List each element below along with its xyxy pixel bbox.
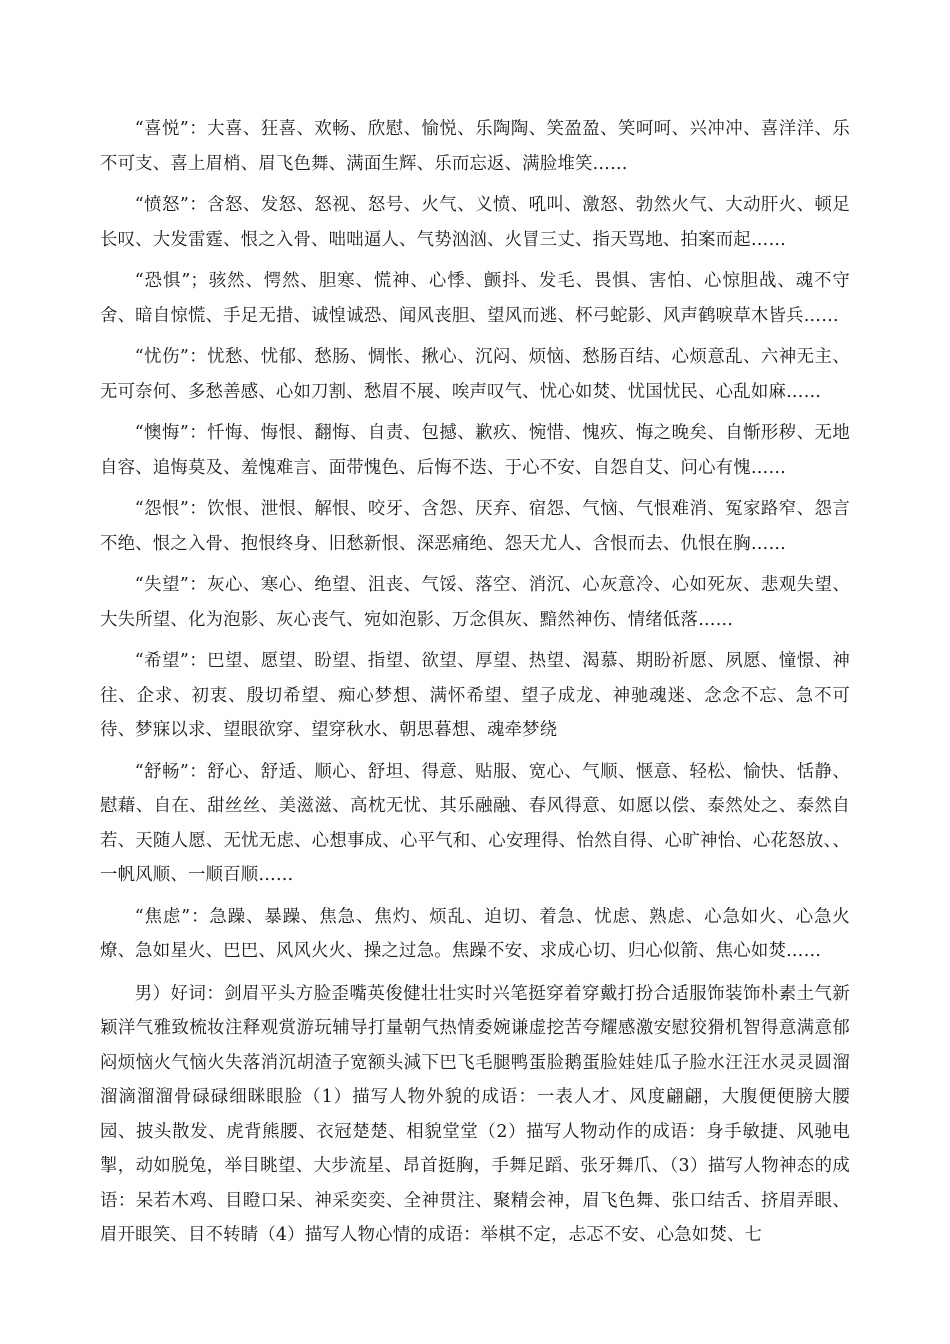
words-hope: ：巴望、愿望、盼望、指望、欲望、厚望、热望、渴慕、期盼祈愿、夙愿、憧憬、神往、企求、初衷、殷切希望、痴心梦想、满怀希望、望子成龙、神驰魂迷、念念不忘、急不可待、梦寐以求、望眼欲穿、望穿秋水、朝思暮想、魂牵梦绕 xyxy=(100,651,850,740)
term-anxiety: “焦虑” xyxy=(134,906,191,927)
term-hope: “希望” xyxy=(134,651,189,671)
paragraph-regret xyxy=(100,416,850,485)
words-comfort: ：舒心、舒适、顺心、舒坦、得意、贴服、宽心、气顺、惬意、轻松、愉快、恬静、慰藉、自在、甜丝丝、美滋滋、高枕无忧、其乐融融、春风得意、如愿以偿、泰然处之、泰然自若、天随人愿、无忧无虑、心想事成、心平气和、心安理得、怡然自得、心旷神怡、心花怒放、、一帆风顺、一顺百顺…… xyxy=(100,761,850,885)
words-anger: ：含怒、发怒、怒视、怒号、火气、义愤、吼叫、激怒、勃然火气、大动肝火、顿足长叹、大发雷霆、恨之入骨、咄咄逼人、气势汹汹、火冒三丈、指天骂地、拍案而起…… xyxy=(100,195,850,250)
term-disappointment: “失望” xyxy=(134,575,189,595)
good-words-paragraph: 男）好词：剑眉平头方脸歪嘴英俊健壮壮实时兴笔挺穿着穿戴打扮合适服饰装饰朴素土气新颖洋气雅致梳妆注释观赏游玩辅导打量朝气热情委婉谦虚挖苦夸耀感激安慰狡猾机智得意满意郁闷烦恼火气恼火失落消沉胡渣子宽额头減下巴飞毛腿鸭蛋脸鹅蛋脸娃娃瓜子脸水汪汪水灵灵圆溜溜滴溜溜骨碌碌细眯眼脸（1）描写人物外貌的成语：一表人才、风度翩翩，大腹便便膀大腰园、披头散发、虎背熊腰、衣冠楚楚、相貌堂堂（2）描写人物动作的成语：身手敏捷、风驰电掣，动如脱兔，举目眺望、大步流星、昂首挺胸，手舞足蹈、张牙舞爪、（3）描写人物神态的成语：呆若木鸡、目瞪口呆、神采奕奕、全神贯注、聚精会神，眉飞色舞、张口结舌、挤眉弄眼、眉开眼笑、目不转睛（4）描写人物心情的成语：举棋不定，忐忑不安、心急如焚、七 xyxy=(100,983,850,1245)
term-fear: “恐惧” xyxy=(134,271,191,291)
words-anxiety: ：急躁、暴躁、焦急、焦灼、烦乱、迫切、着急、忧虑、熟虑、心急如火、心急火燎、急如星火、巴巴、风风火火、操之过急。焦躁不安、求成心切、归心似箭、焦心如焚…… xyxy=(100,906,850,961)
words-resentment: ：饮恨、泄恨、解恨、咬牙、含怨、厌弃、宿怨、气恼、气恨难消、冤家路窄、怨言不绝、恨之入骨、抱恨终身、旧愁新恨、深恶痛绝、怨天尤人、含恨而去、仇恨在胸…… xyxy=(100,499,850,554)
term-sorrow: “忧伤” xyxy=(134,347,189,367)
paragraph-hope xyxy=(100,644,850,748)
paragraph-disappointment xyxy=(100,568,850,637)
paragraph-comfort xyxy=(100,755,850,893)
words-regret: ：忏悔、悔恨、翻悔、自责、包撼、歉疚、惋惜、愧疚、悔之晚矣、自惭形秽、无地自容、追悔莫及、羞愧难言、面带愧色、后悔不迭、于心不安、自怨自艾、问心有愧…… xyxy=(100,423,850,478)
term-anger: “愤怒” xyxy=(134,195,189,215)
term-comfort: “舒畅” xyxy=(134,761,189,782)
paragraph-fear xyxy=(100,264,850,333)
term-regret: “懊悔” xyxy=(134,423,189,443)
term-resentment: “怨恨” xyxy=(134,499,189,519)
paragraph-joy xyxy=(100,112,850,181)
paragraph-resentment xyxy=(100,492,850,561)
paragraph-anger xyxy=(100,188,850,257)
paragraph-sorrow xyxy=(100,340,850,409)
words-fear: ；骇然、愕然、胆寒、慌神、心悸、颤抖、发毛、畏惧、害怕、心惊胆战、魂不守舍、暗自惊慌、手足无措、诚惶诚恐、闻风丧胆、望风而逃、杯弓蛇影、风声鹤唳草木皆兵…… xyxy=(100,271,850,326)
words-sorrow: ：忧愁、忧郁、愁肠、惆怅、揪心、沉闷、烦恼、愁肠百结、心烦意乱、六神无主、无可奈何、多愁善感、心如刀割、愁眉不展、唉声叹气、忧心如焚、忧国忧民、心乱如麻…… xyxy=(100,347,850,402)
words-disappointment: ：灰心、寒心、绝望、沮丧、气馁、落空、消沉、心灰意冷、心如死灰、悲观失望、大失所望、化为泡影、灰心丧气、宛如泡影、万念俱灰、黯然神伤、情绪低落…… xyxy=(100,575,850,630)
paragraph-anxiety xyxy=(100,900,850,969)
words-joy: ：大喜、狂喜、欢畅、欣慰、愉悦、乐陶陶、笑盈盈、笑呵呵、兴冲冲、喜洋洋、乐不可支、喜上眉梢、眉飞色舞、满面生辉、乐而忘返、满脸堆笑…… xyxy=(100,119,850,174)
term-joy: “喜悦” xyxy=(134,119,189,139)
